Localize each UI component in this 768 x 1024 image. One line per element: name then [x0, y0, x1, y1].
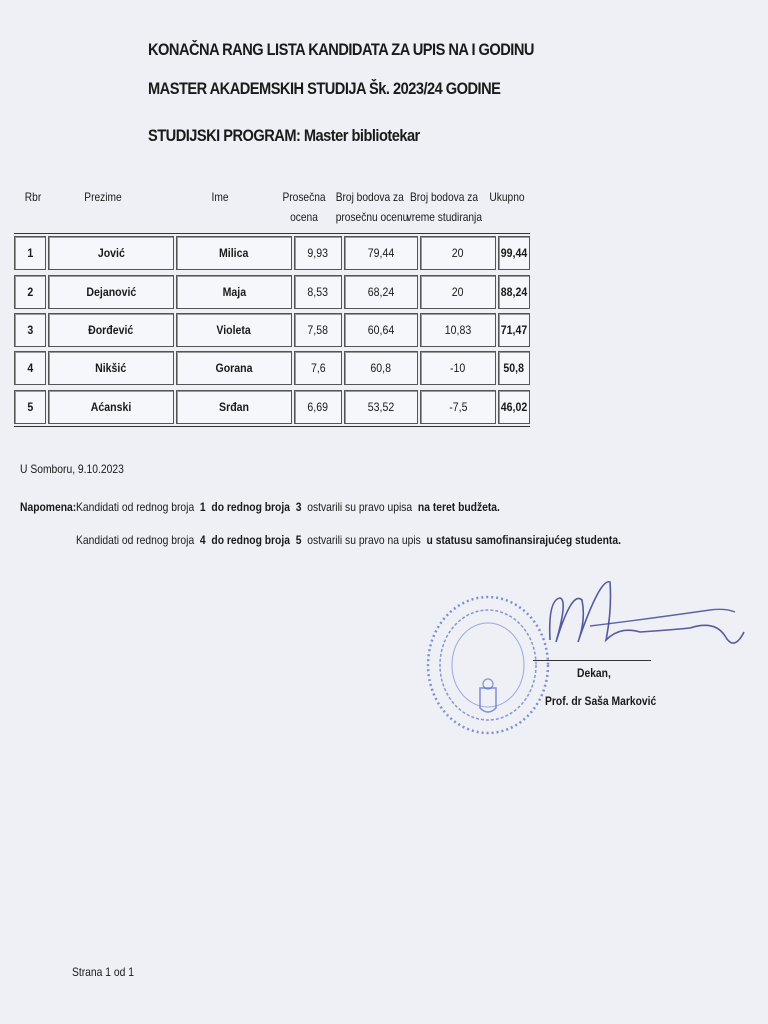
- table-row: [14, 313, 530, 347]
- signatory-name: Prof. dr Saša Marković: [545, 694, 657, 708]
- cell-bodovi-vreme: -10: [420, 351, 496, 385]
- table-row: [14, 390, 530, 424]
- place-date: U Somboru, 9.10.2023: [20, 462, 124, 476]
- header-prosecna-line2: ocena: [290, 210, 318, 224]
- header-ime: Ime: [211, 190, 229, 204]
- cell-ukupno: 99,44: [498, 236, 530, 270]
- cell-bodovi-ocena: 68,24: [344, 275, 418, 309]
- handwritten-signature-icon: [520, 570, 760, 670]
- header-bodovi-vreme-line1: Broj bodova za: [409, 190, 479, 204]
- cell-prezime: Đorđević: [48, 313, 174, 347]
- header-bodovi-ocena: [335, 187, 409, 227]
- header-bodovi-ocena-line2: prosečnu ocenu: [335, 210, 409, 224]
- signatory-role: Dekan,: [577, 666, 611, 680]
- cell-bodovi-vreme: -7,5: [420, 390, 496, 424]
- cell-rbr: 4: [14, 351, 46, 385]
- cell-prezime: Dejanović: [48, 275, 174, 309]
- cell-bodovi-ocena: 53,52: [344, 390, 418, 424]
- header-prosecna-ocena: [280, 187, 328, 227]
- note-label: Napomena:: [20, 500, 77, 514]
- header-prezime: Prezime: [84, 190, 122, 204]
- cell-ocena: 7,6: [294, 351, 342, 385]
- signature-line: [533, 660, 651, 661]
- cell-ukupno: 46,02: [498, 390, 530, 424]
- table-bottom-rule: [14, 426, 530, 427]
- cell-rbr: 3: [14, 313, 46, 347]
- cell-bodovi-ocena: 79,44: [344, 236, 418, 270]
- cell-ime: Maja: [176, 275, 292, 309]
- header-bodovi-vreme: [407, 187, 482, 227]
- note-line2: Kandidati od rednog broja 4 do rednog broja 5 ostvarili su pravo na upis u statusu samofinansirajućeg studenta.: [76, 533, 621, 547]
- cell-ime: Srđan: [176, 390, 292, 424]
- table-row: [14, 275, 530, 309]
- header-prosecna-line1: Prosečna: [282, 190, 326, 204]
- cell-prezime: Jović: [48, 236, 174, 270]
- cell-ocena: 9,93: [294, 236, 342, 270]
- table-row: [14, 236, 530, 270]
- cell-prezime: Nikšić: [48, 351, 174, 385]
- cell-rbr: 1: [14, 236, 46, 270]
- cell-ukupno: 71,47: [498, 313, 530, 347]
- cell-ocena: 8,53: [294, 275, 342, 309]
- table-row: [14, 351, 530, 385]
- cell-bodovi-ocena: 60,8: [344, 351, 418, 385]
- document-title-line1: KONAČNA RANG LISTA KANDIDATA ZA UPIS NA I GODINU: [148, 40, 534, 59]
- table-top-rule: [14, 233, 530, 234]
- header-bodovi-vreme-line2: vreme studiranja: [406, 210, 483, 224]
- cell-ocena: 7,58: [294, 313, 342, 347]
- cell-ime: Milica: [176, 236, 292, 270]
- header-rbr: Rbr: [24, 190, 42, 204]
- cell-bodovi-ocena: 60,64: [344, 313, 418, 347]
- cell-bodovi-vreme: 20: [420, 275, 496, 309]
- cell-bodovi-vreme: 10,83: [420, 313, 496, 347]
- cell-rbr: 2: [14, 275, 46, 309]
- header-ukupno: Ukupno: [489, 190, 525, 204]
- header-bodovi-ocena-line1: Broj bodova za: [335, 190, 404, 204]
- note-line1: Kandidati od rednog broja 1 do rednog broja 3 ostvarili su pravo upisa na teret budžeta.: [76, 500, 500, 514]
- cell-prezime: Aćanski: [48, 390, 174, 424]
- cell-bodovi-vreme: 20: [420, 236, 496, 270]
- cell-ime: Violeta: [176, 313, 292, 347]
- page-footer: Strana 1 od 1: [72, 965, 134, 979]
- cell-ime: Gorana: [176, 351, 292, 385]
- cell-ukupno: 50,8: [498, 351, 530, 385]
- study-program: STUDIJSKI PROGRAM: Master bibliotekar: [148, 126, 420, 145]
- cell-ukupno: 88,24: [498, 275, 530, 309]
- cell-rbr: 5: [14, 390, 46, 424]
- document-title-line2: MASTER AKADEMSKIH STUDIJA Šk. 2023/24 GODINE: [148, 79, 501, 98]
- cell-ocena: 6,69: [294, 390, 342, 424]
